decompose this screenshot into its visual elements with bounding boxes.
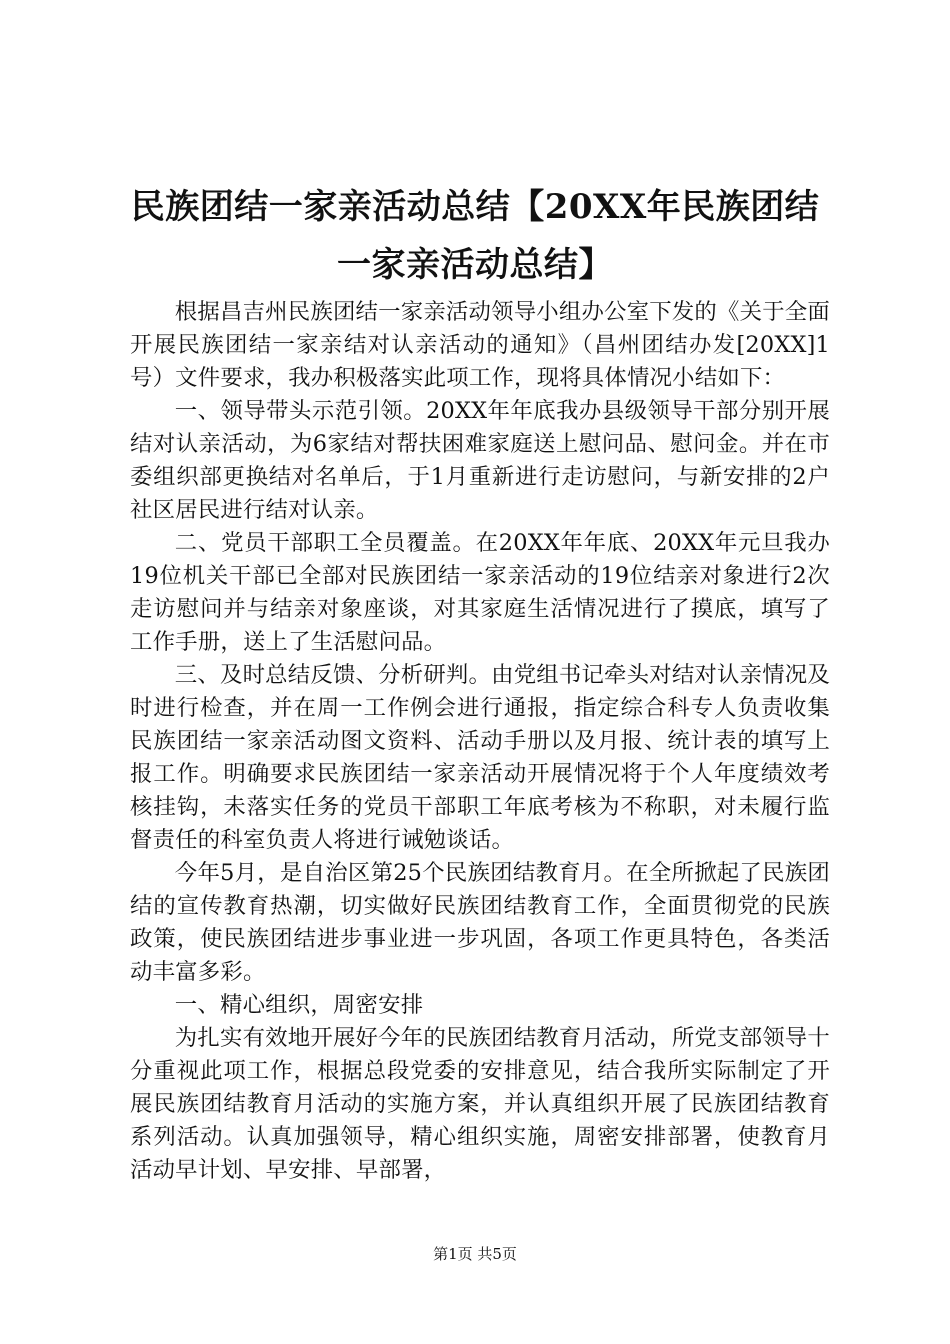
page-number-footer: 第1页 共5页 [433,1245,517,1263]
section-heading: 一、精心组织，周密安排 [174,992,424,1018]
paragraph: 二、党员干部职工全员覆盖。在20XX年年底、20XX年元旦我办19位机关干部已全部对民族团结一家亲活动的19位结亲对象进行2次走访慰问并与结亲对象座谈，对其家庭生活情况进行了摸底，填写了工作手册，送上了生活慰问品。 [130,530,830,655]
document-body [130,296,830,1187]
paragraph: 一、领导带头示范引领。20XX年年底我办县级领导干部分别开展结对认亲活动，为6家结对帮扶困难家庭送上慰问品、慰问金。并在市委组织部更换结对名单后，于1月重新进行走访慰问，与新安排的2户社区居民进行结对认亲。 [130,398,830,523]
paragraph: 为扎实有效地开展好今年的民族团结教育月活动，所党支部领导十分重视此项工作，根据总段党委的安排意见，结合我所实际制定了开展民族团结教育月活动的实施方案，并认真组织开展了民族团结教育系列活动。认真加强领导，精心组织实施，周密安排部署，使教育月活动早计划、早安排、早部署， [130,1025,830,1183]
paragraph: 三、及时总结反馈、分析研判。由党组书记牵头对结对认亲情况及时进行检查，并在周一工作例会进行通报，指定综合科专人负责收集民族团结一家亲活动图文资料、活动手册以及月报、统计表的填写上报工作。明确要求民族团结一家亲活动开展情况将于个人年度绩效考核挂钩，未落实任务的党员干部职工年底考核为不称职，对未履行监督责任的科室负责人将进行诫勉谈话。 [130,662,830,853]
paragraph: 今年5月，是自治区第25个民族团结教育月。在全所掀起了民族团结的宣传教育热潮，切实做好民族团结教育工作，全面贯彻党的民族政策，使民族团结进步事业进一步巩固，各项工作更具特色，各类活动丰富多彩。 [130,860,830,985]
document-title: 民族团结一家亲活动总结【20XX年民族团结一家亲活动总结】 [130,187,820,285]
paragraph: 根据昌吉州民族团结一家亲活动领导小组办公室下发的《关于全面开展民族团结一家亲结对认亲活动的通知》（昌州团结办发[20XX]1号）文件要求，我办积极落实此项工作，现将具体情况小结如下： [130,299,830,391]
